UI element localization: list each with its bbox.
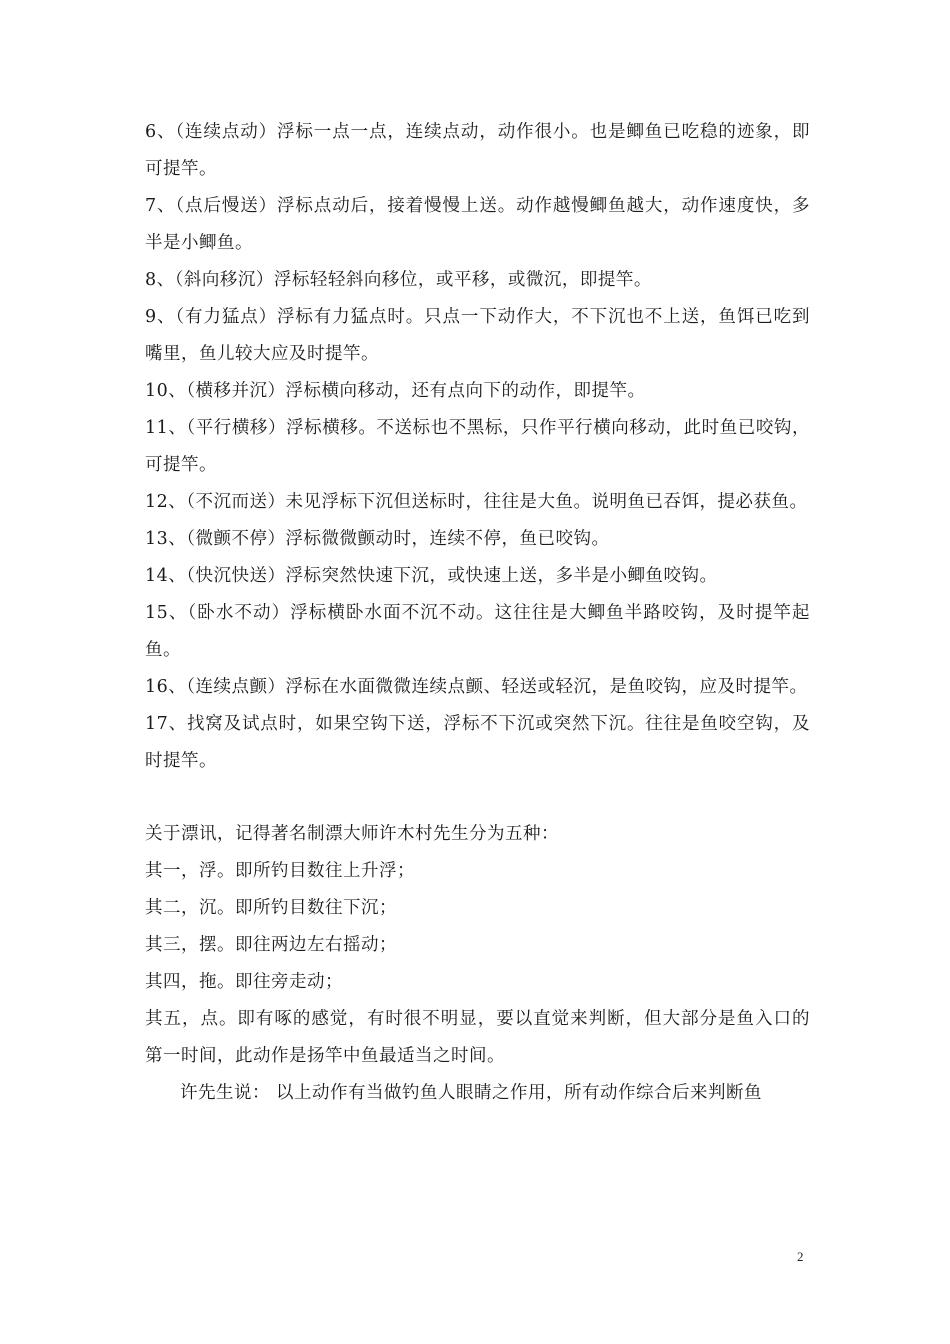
page-number: 2 — [797, 1249, 804, 1264]
intro-paragraph: 关于漂讯，记得著名制漂大师许木村先生分为五种： — [145, 824, 559, 844]
signal-item-8: 8、（斜向移沉）浮标轻轻斜向移位，或平移，或微沉，即提竿。 — [145, 270, 652, 290]
signal-item-13: 13、（微颤不停）浮标微微颤动时，连续不停，鱼已咬钩。 — [145, 529, 610, 549]
kind-item-4: 其四，拖。即往旁走动； — [145, 972, 343, 992]
signal-item-9: 9、（有力猛点）浮标有力猛点时。只点一下动作大，不下沉也不上送，鱼饵已吃到嘴里，鱼儿较大应及时提竿。 — [145, 307, 810, 364]
section-spacer — [145, 780, 810, 816]
signal-item-11: 11、（平行横移）浮标横移。不送标也不黑标，只作平行横向移动，此时鱼已咬钩，可提竿。 — [145, 418, 810, 475]
signal-item-16: 16、（连续点颤）浮标在水面微微连续点颤、轻送或轻沉，是鱼咬钩，应及时提竿。 — [145, 677, 808, 697]
signal-item-17: 17、找窝及试点时，如果空钩下送，浮标不下沉或突然下沉。往往是鱼咬空钩，及时提竿。 — [145, 714, 810, 771]
signal-item-10: 10、（横移并沉）浮标横向移动，还有点向下的动作，即提竿。 — [145, 381, 646, 401]
closing-paragraph: 许先生说： 以上动作有当做钓鱼人眼睛之作用，所有动作综合后来判断鱼 — [180, 1083, 763, 1103]
signal-item-7: 7、（点后慢送）浮标点动后，接着慢慢上送。动作越慢鲫鱼越大，动作速度快，多半是小鲫鱼。 — [145, 196, 810, 253]
kind-item-1: 其一，浮。即所钓目数往上升浮； — [145, 861, 415, 881]
signal-item-12: 12、（不沉而送）未见浮标下沉但送标时，往往是大鱼。说明鱼已吞饵，提必获鱼。 — [145, 492, 808, 512]
page-body — [145, 114, 810, 1112]
kind-item-2: 其二，沉。即所钓目数往下沉； — [145, 898, 397, 918]
signal-item-14: 14、（快沉快送）浮标突然快速下沉，或快速上送，多半是小鲫鱼咬钩。 — [145, 566, 718, 586]
signal-item-15: 15、（卧水不动）浮标横卧水面不沉不动。这往往是大鲫鱼半路咬钩，及时提竿起鱼。 — [145, 603, 810, 660]
signal-item-6: 6、（连续点动）浮标一点一点，连续点动，动作很小。也是鲫鱼已吃稳的迹象，即可提竿。 — [145, 122, 810, 179]
kind-item-3: 其三，摆。即往两边左右摇动； — [145, 935, 397, 955]
kind-item-5: 其五，点。即有啄的感觉，有时很不明显，要以直觉来判断，但大部分是鱼入口的第一时间，此动作是扬竿中鱼最适当之时间。 — [145, 1009, 810, 1066]
